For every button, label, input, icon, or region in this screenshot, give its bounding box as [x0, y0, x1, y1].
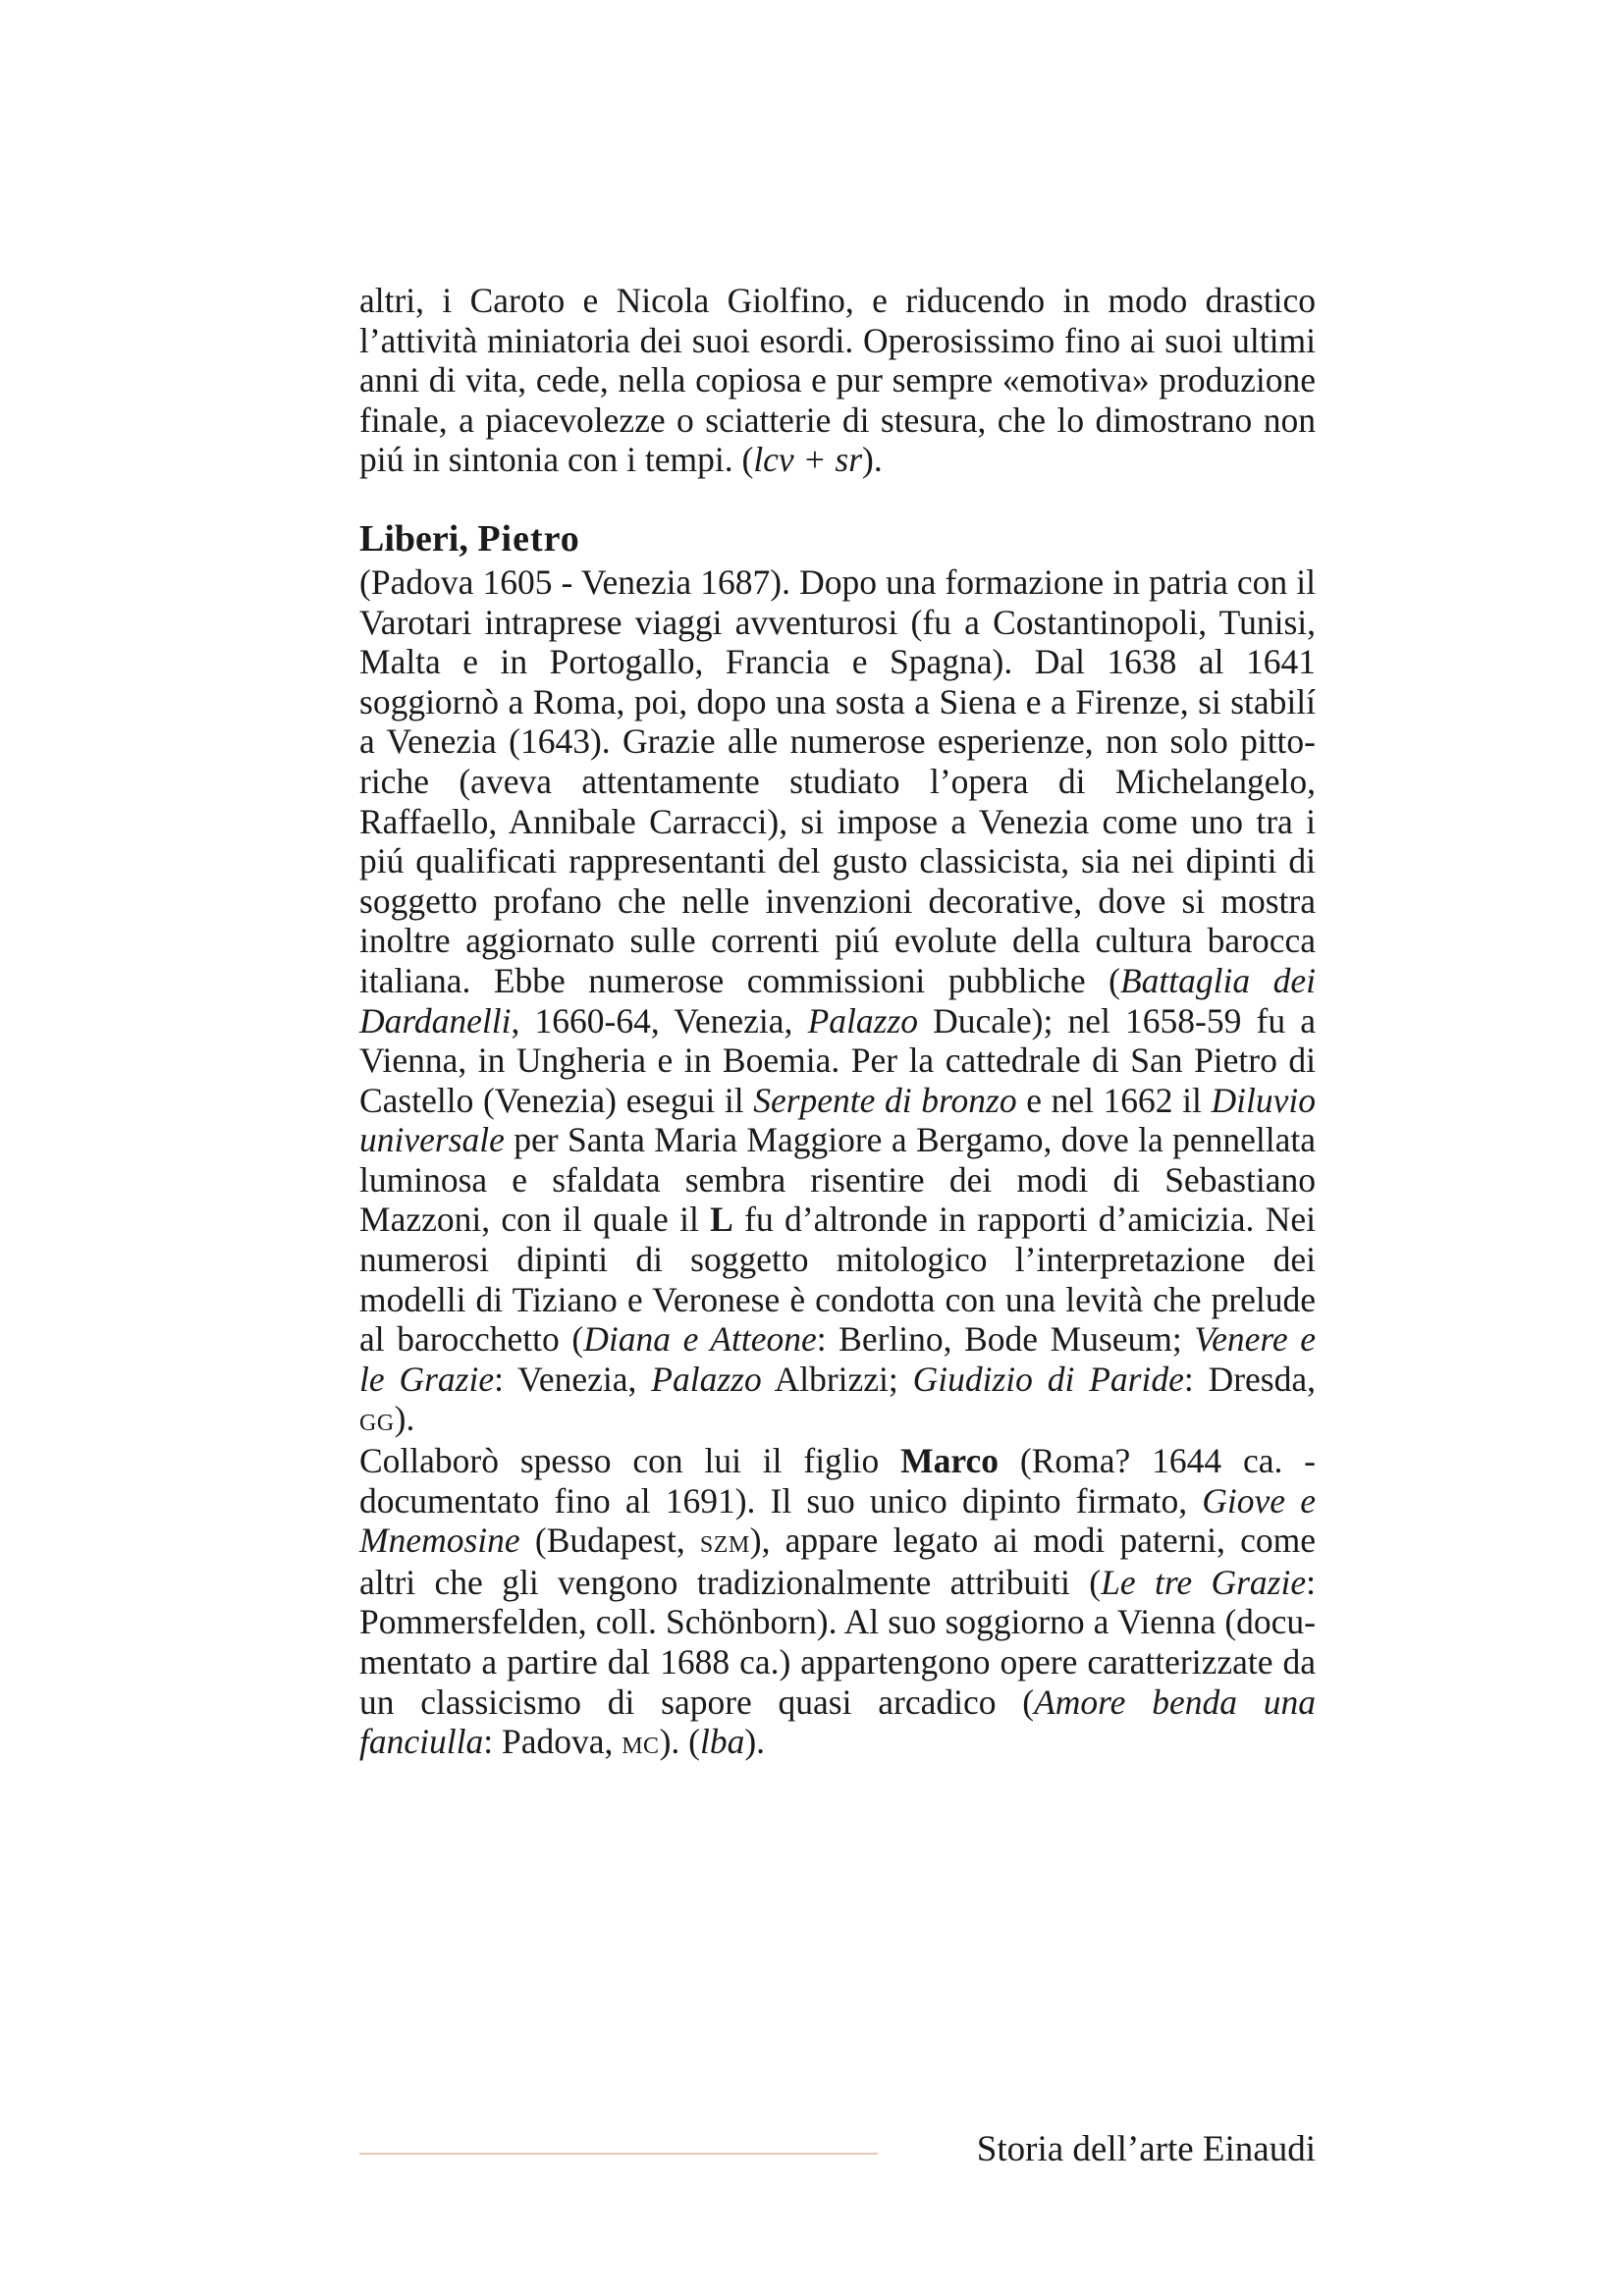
museum-abbreviation: gg	[359, 1402, 395, 1439]
artist-abbreviation: L	[710, 1200, 733, 1240]
entry-paragraph-2: Collaborò spesso con lui il figlio Marco (Roma? 1644 ca. - documentato fino al 1691). Il suo unico dipinto firmato, Giove e Mnemosine (Budapest, szm), appare legato ai modi paterni, come altri che gli vengono tradizionalmente attribuiti (Le tre Grazie: Pommersfelden, coll. Schönborn). Al suo soggiorno a Vienna (documentato a partire dal 1688 ca.) appartengono opere caratterizzate da un classicismo di sapore quasi arcadico (Amore benda una fanciulla: Padova, mc). (lba).	[359, 1441, 1316, 1762]
previous-entry-ending: altri, i Caroto e Nicola Giolfino, e riducendo in modo drastico l’attività miniatoria dei suoi esordi. Operosissimo fino ai suoi ultimi anni di vita, cede, nella copiosa e pur sempre «emotiva» produzione finale, a piacevolezze o sciatterie di stesura, che lo dimostrano non piú in sintonia con i tempi. (lcv + sr).	[359, 281, 1316, 480]
page-footer	[359, 2126, 1316, 2175]
entry-title: Liberi, Pietro	[359, 517, 580, 560]
author-initials: lba	[699, 1722, 745, 1762]
museum-abbreviation: szm	[699, 1523, 750, 1561]
related-artist-name: Marco	[900, 1441, 1000, 1481]
author-initials: lcv + sr	[753, 440, 863, 480]
entry-paragraph-1: (Padova 1605 - Venezia 1687). Dopo una formazione in patria con il Varotari intraprese viaggi avventurosi (fu a Costantinopoli, Tunisi, Malta e in Portogallo, Francia e Spagna). Dal 1638 al 1641 soggiornò a Roma, poi, dopo una sosta a Siena e a Firenze, si stabilí a Venezia (1643). Grazie alle numerose esperienze, non solo pittoriche (aveva attentamente studiato l’opera di Michelangelo, Raffaello, Annibale Carracci), si impose a Venezia come uno tra i piú qualificati rappresentanti del gusto classicista, sia nei dipinti di soggetto profano che nelle invenzioni decorative, dove si mostra inoltre aggiornato sulle correnti piú evolute della cultura barocca italiana. Ebbe numerose commissioni pubbliche (Battaglia dei Dardanelli, 1660-64, Venezia, Palazzo Ducale); nel 1658-59 fu a Vienna, in Ungheria e in Boemia. Per la cattedrale di San Pietro di Castello (Venezia) esegui il Serpente di bronzo e nel 1662 il Diluvio universale per Santa Maria Maggiore a Bergamo, dove la pennellata luminosa e sfaldata sembra risentire dei modi di Sebastiano Mazzoni, con il quale il L fu d’altronde in rapporti d’amicizia. Nei numerosi dipinti di soggetto mitologico l’interpretazione dei modelli di Tiziano e Veronese è condotta con una levità che prelude al barocchetto (Diana e Atteone: Berlino, Bode Museum; Venere e le Grazie: Venezia, Palazzo Albrizzi; Giudizio di Paride: Dresda, gg).	[359, 561, 1316, 1439]
museum-abbreviation: mc	[622, 1725, 660, 1762]
footer-title: Storia dell’arte Einaudi	[976, 2129, 1316, 2169]
page-body	[359, 281, 1316, 1764]
footer-rule	[359, 2153, 878, 2155]
